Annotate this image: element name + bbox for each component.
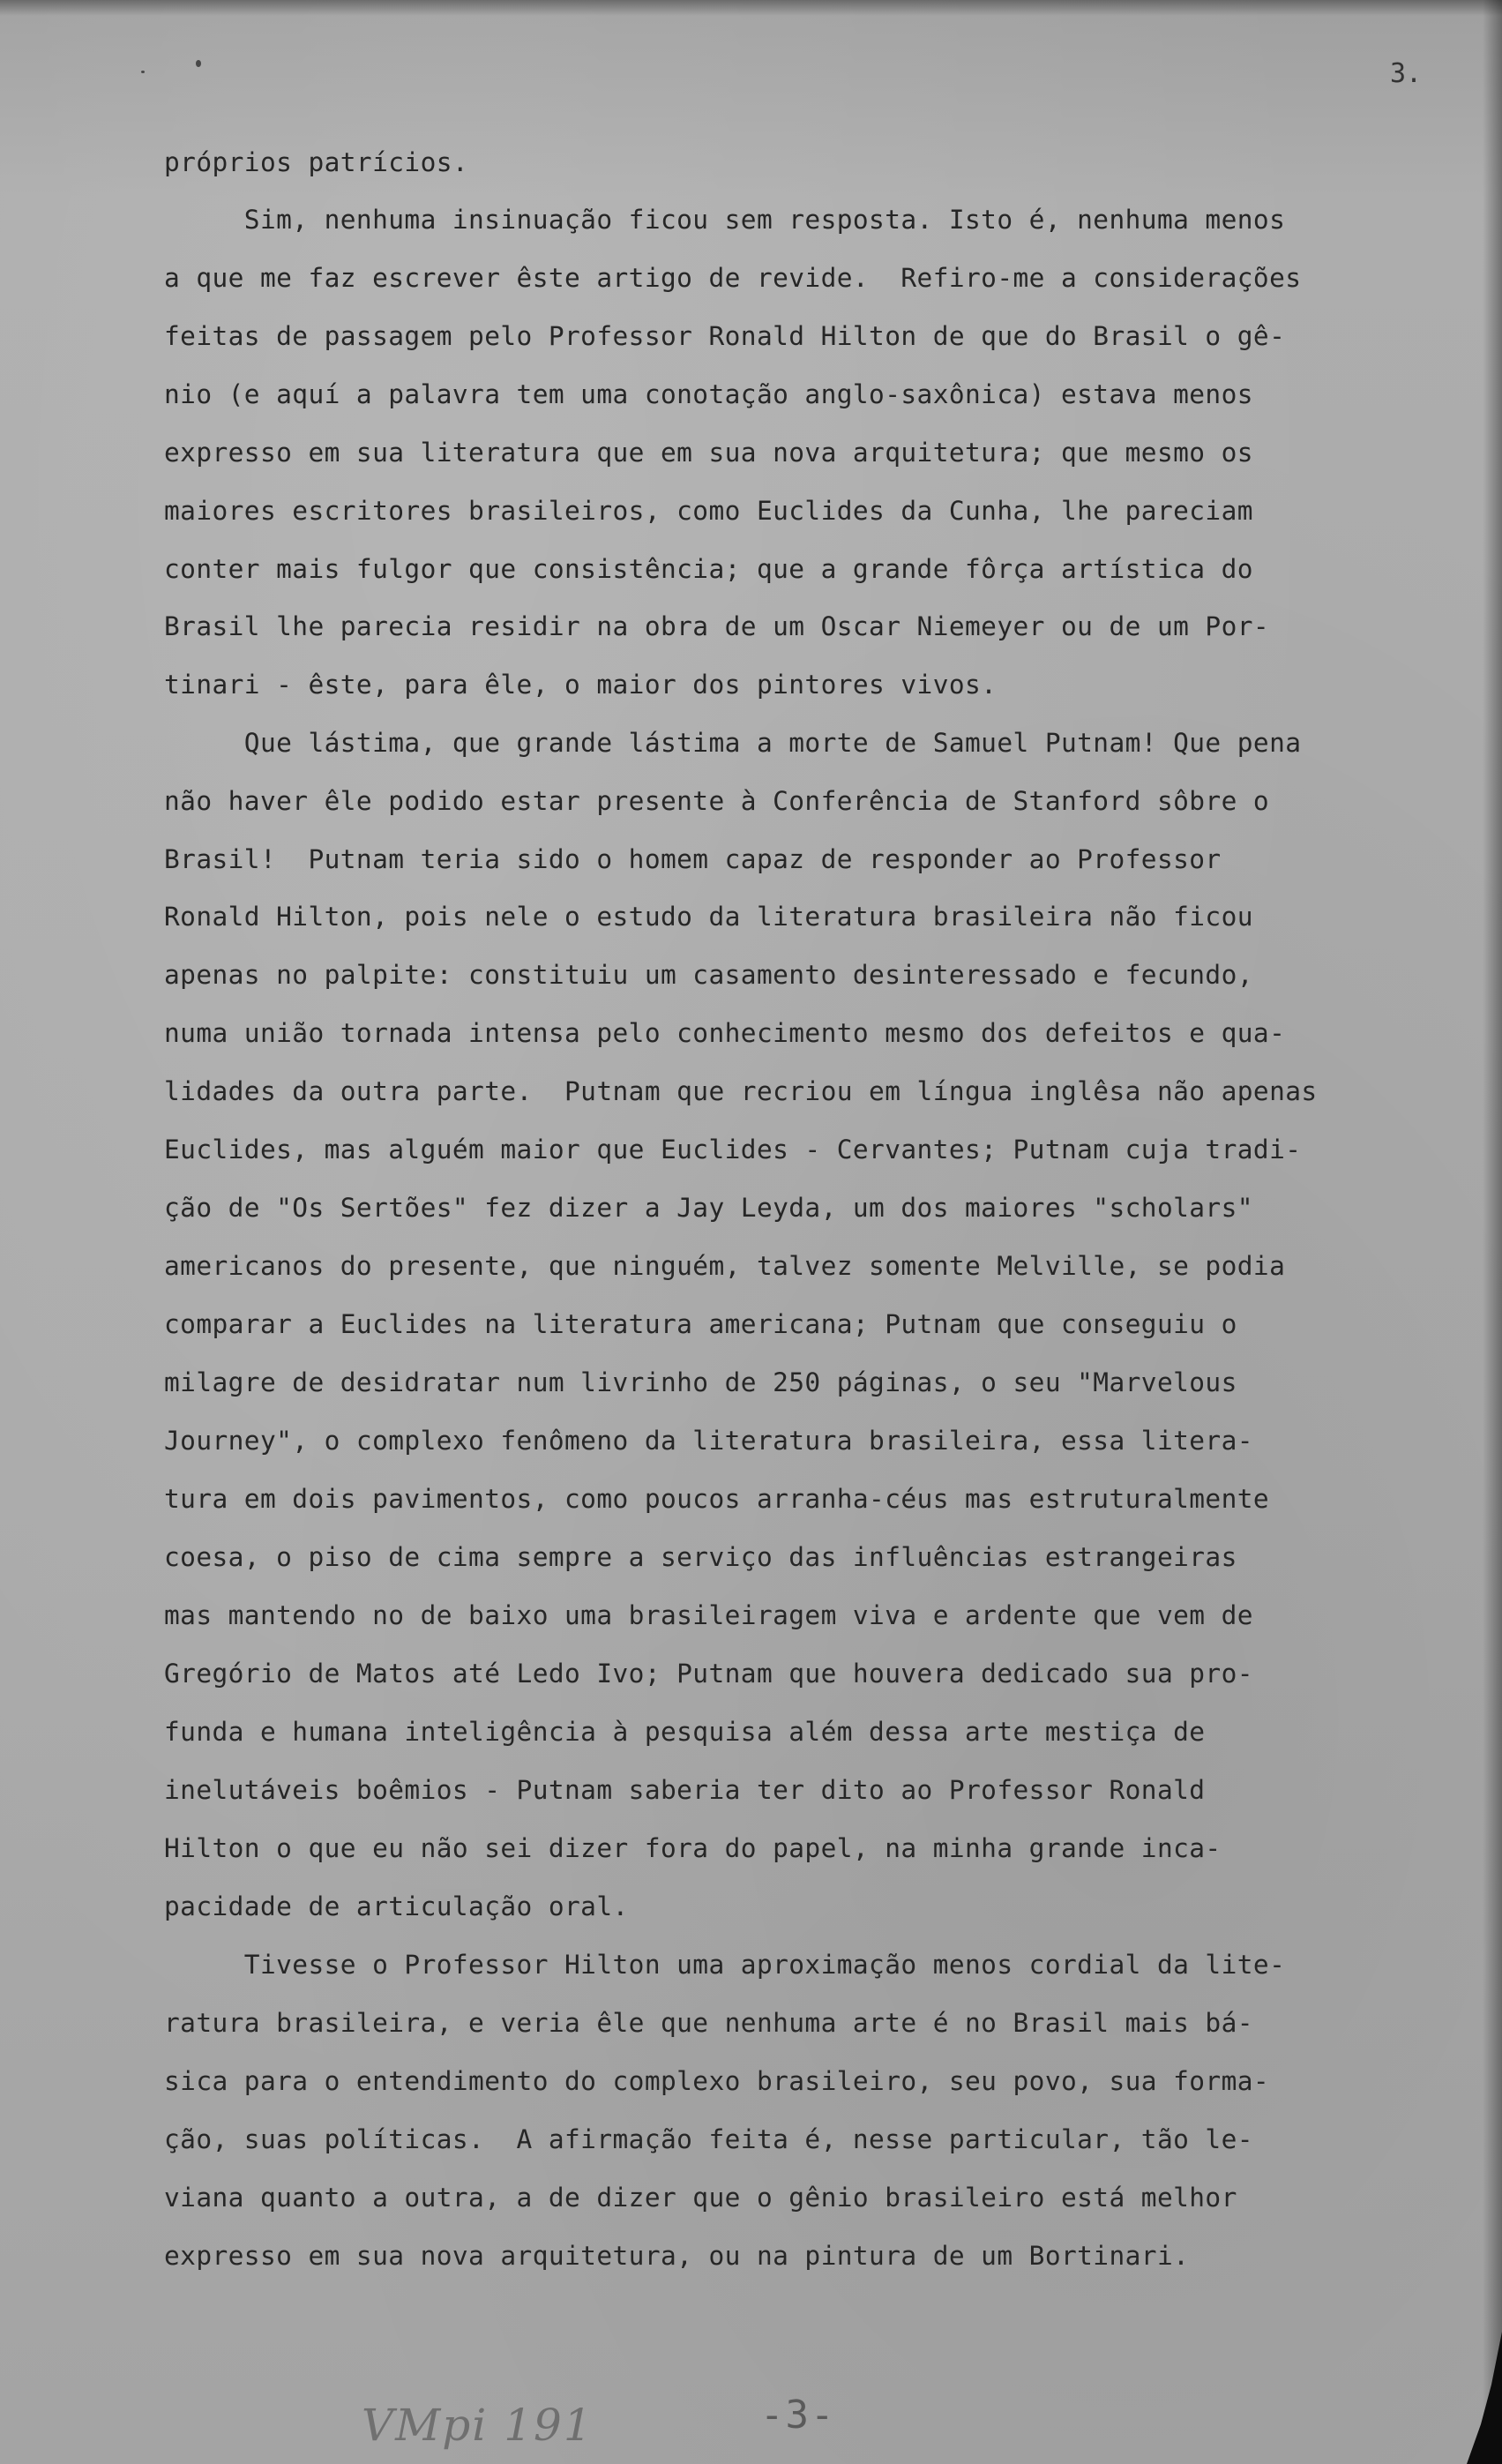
text-line: viana quanto a outra, a de dizer que o gênio brasileiro está melhor xyxy=(164,2183,1237,2213)
text-line: ção de "Os Sertões" fez dizer a Jay Leyda, um dos maiores "scholars" xyxy=(164,1193,1253,1223)
text-line: maiores escritores brasileiros, como Euclides da Cunha, lhe pareciam xyxy=(164,496,1253,526)
text-line: Brasil lhe parecia residir na obra de um Oscar Niemeyer ou de um Por- xyxy=(164,611,1270,641)
text-line: numa união tornada intensa pelo conhecimento mesmo dos defeitos e qua- xyxy=(164,1018,1286,1048)
text-line: Journey", o complexo fenômeno da literatura brasileira, essa litera- xyxy=(164,1426,1253,1456)
text-line: Hilton o que eu não sei dizer fora do papel, na minha grande inca- xyxy=(164,1833,1222,1863)
text-line: nio (e aquí a palavra tem uma conotação anglo-saxônica) estava menos xyxy=(164,379,1253,409)
text-line: expresso em sua literatura que em sua nova arquitetura; que mesmo os xyxy=(164,438,1253,468)
text-line: Tivesse o Professor Hilton uma aproximação menos cordial da lite- xyxy=(164,1950,1286,1980)
text-line: tinari - êste, para êle, o maior dos pintores vivos. xyxy=(164,670,998,700)
text-line: próprios patrícios. xyxy=(164,147,469,177)
text-line: Ronald Hilton, pois nele o estudo da literatura brasileira não ficou xyxy=(164,902,1253,932)
text-line: não haver êle podido estar presente à Conferência de Stanford sôbre o xyxy=(164,786,1270,816)
text-line: tura em dois pavimentos, como poucos arranha-céus mas estruturalmente xyxy=(164,1484,1270,1514)
text-line: feitas de passagem pelo Professor Ronald Hilton de que do Brasil o gê- xyxy=(164,321,1286,351)
text-line: Brasil! Putnam teria sido o homem capaz de responder ao Professor xyxy=(164,844,1222,874)
text-line: Gregório de Matos até Ledo Ivo; Putnam que houvera dedicado sua pro- xyxy=(164,1659,1253,1689)
text-line: apenas no palpite: constituiu um casamento desinteressado e fecundo, xyxy=(164,960,1253,990)
footer-page-mark: -3- xyxy=(760,2393,836,2438)
top-edge-shadow xyxy=(0,0,1502,16)
text-line: ção, suas políticas. A afirmação feita é, nesse particular, tão le- xyxy=(164,2124,1253,2154)
text-line: Euclides, mas alguém maior que Euclides - Cervantes; Putnam cuja tradi- xyxy=(164,1135,1302,1165)
text-line: Sim, nenhuma insinuação ficou sem resposta. Isto é, nenhuma menos xyxy=(164,205,1286,235)
text-line: sica para o entendimento do complexo brasileiro, seu povo, sua forma- xyxy=(164,2066,1270,2096)
text-line: expresso em sua nova arquitetura, ou na pintura de um Bortinari. xyxy=(164,2241,1190,2271)
text-line: milagre de desidratar num livrinho de 250 páginas, o seu "Marvelous xyxy=(164,1367,1237,1397)
ink-speck xyxy=(196,60,201,67)
text-line: inelutáveis boêmios - Putnam saberia ter dito ao Professor Ronald xyxy=(164,1775,1206,1805)
ink-speck xyxy=(141,71,145,73)
right-edge-shadow xyxy=(1483,0,1502,2464)
text-line: comparar a Euclides na literatura americana; Putnam que conseguiu o xyxy=(164,1309,1237,1339)
text-line: americanos do presente, que ninguém, talvez somente Melville, se podia xyxy=(164,1251,1286,1281)
text-line: coesa, o piso de cima sempre a serviço das influências estrangeiras xyxy=(164,1542,1237,1572)
text-line: ratura brasileira, e veria êle que nenhuma arte é no Brasil mais bá- xyxy=(164,2008,1253,2038)
handwritten-archive-annotation: VMpi 191 xyxy=(362,2400,594,2451)
text-line: conter mais fulgor que consistência; que a grande fôrça artística do xyxy=(164,554,1253,584)
page-number: 3. xyxy=(1390,58,1423,89)
text-line: lidades da outra parte. Putnam que recriou em língua inglêsa não apenas xyxy=(164,1076,1318,1106)
text-line: a que me faz escrever êste artigo de revide. Refiro-me a considerações xyxy=(164,263,1302,293)
text-line: Que lástima, que grande lástima a morte de Samuel Putnam! Que pena xyxy=(164,728,1302,758)
text-line: funda e humana inteligência à pesquisa além dessa arte mestiça de xyxy=(164,1717,1206,1747)
text-line: pacidade de articulação oral. xyxy=(164,1891,629,1921)
text-line: mas mantendo no de baixo uma brasileiragem viva e ardente que vem de xyxy=(164,1600,1253,1630)
